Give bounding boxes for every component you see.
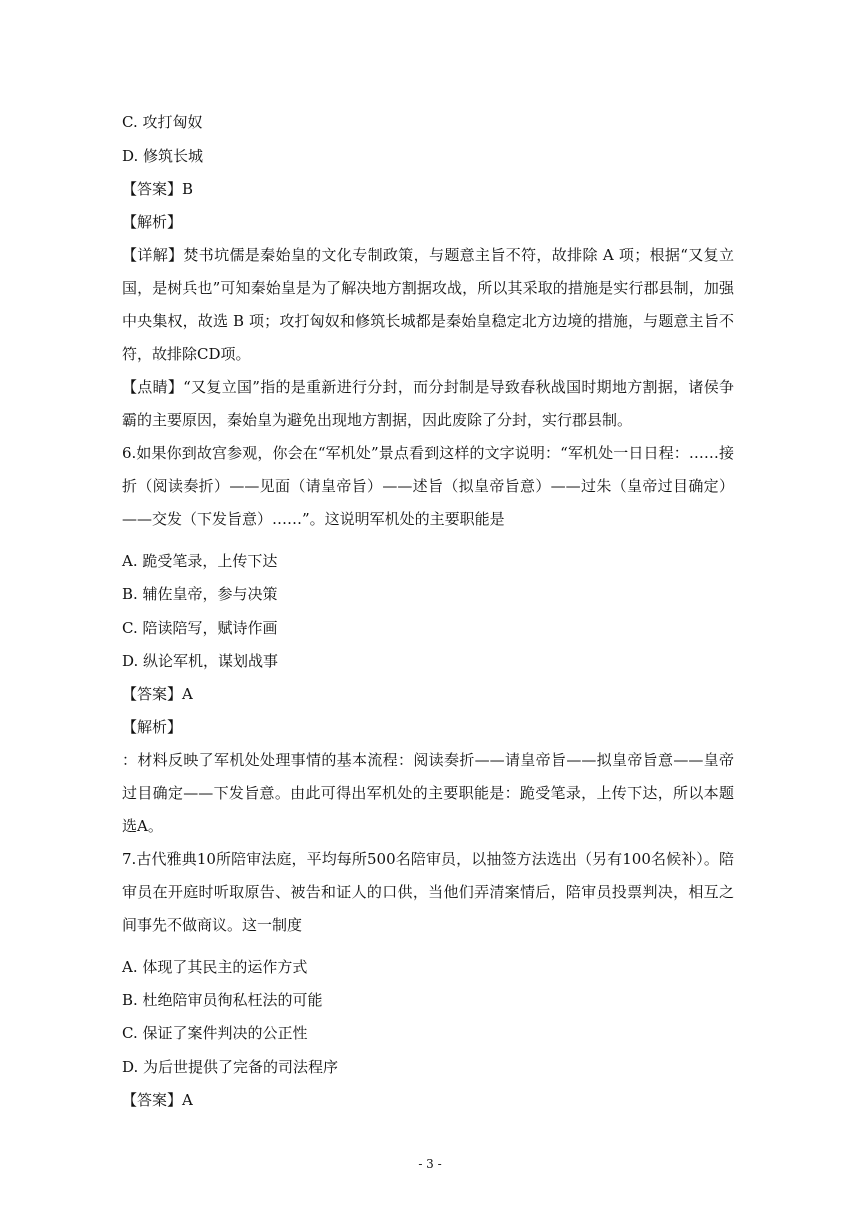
q7-stem: 7.古代雅典10所陪审法庭，平均每所500名陪审员，以抽签方法选出（另有100名候补）。陪审员在开庭时听取原告、被告和证人的口供，当他们弄清案情后，陪审员投票判决，相互之间事先不做商议。这一制度 [122, 850, 734, 934]
q5-analysis-label: 【解析】 [122, 213, 183, 231]
q7-option-a: A. 体现了其民主的运作方式 [122, 958, 308, 976]
q5-answer: 【答案】B [122, 180, 194, 198]
q6-analysis-label: 【解析】 [122, 718, 183, 736]
q6-option-a: A. 跪受笔录，上传下达 [122, 552, 278, 570]
q6-answer: 【答案】A [122, 685, 193, 703]
q5-option-d: D. 修筑长城 [122, 147, 204, 165]
q6-analysis-paragraph: ：材料反映了军机处处理事情的基本流程：阅读奏折——请皇帝旨——拟皇帝旨意——皇帝过目确定——下发旨意。由此可得出军机处的主要职能是：跪受笔录，上传下达，所以本题选A。 [122, 751, 734, 835]
q5-detail-paragraph: 【详解】焚书坑儒是秦始皇的文化专制政策，与题意主旨不符，故排除 A 项；根据“又复立国，是树兵也”可知秦始皇是为了解决地方割据攻战，所以其采取的措施是实行郡县制，加强中央集权，故选 B 项；攻打匈奴和修筑长城都是秦始皇稳定北方边境的措施，与题意主旨不符，故排除CD项。 [122, 246, 734, 363]
q7-option-c: C. 保证了案件判决的公正性 [122, 1024, 308, 1042]
q5-option-c: C. 攻打匈奴 [122, 113, 203, 131]
q7-option-b: B. 杜绝陪审员徇私枉法的可能 [122, 991, 323, 1009]
page-number: - 3 - [418, 1157, 442, 1171]
q7-option-d: D. 为后世提供了完备的司法程序 [122, 1058, 339, 1076]
q7-answer: 【答案】A [122, 1091, 193, 1109]
q6-stem: 6.如果你到故宫参观，你会在“军机处”景点看到这样的文字说明：“军机处一日日程：……接折（阅读奏折）——见面（请皇帝旨）——述旨（拟皇帝旨意）——过朱（皇帝过目确定）——交发（下发旨意）……”。这说明军机处的主要职能是 [122, 444, 734, 528]
q5-comment-paragraph: 【点睛】“又复立国”指的是重新进行分封，而分封制是导致春秋战国时期地方割据，诸侯争霸的主要原因，秦始皇为避免出现地方割据，因此废除了分封，实行郡县制。 [122, 378, 734, 429]
q6-option-c: C. 陪读陪写，赋诗作画 [122, 619, 278, 637]
q6-option-d: D. 纵论军机，谋划战事 [122, 652, 279, 670]
q6-option-b: B. 辅佐皇帝，参与决策 [122, 585, 278, 603]
